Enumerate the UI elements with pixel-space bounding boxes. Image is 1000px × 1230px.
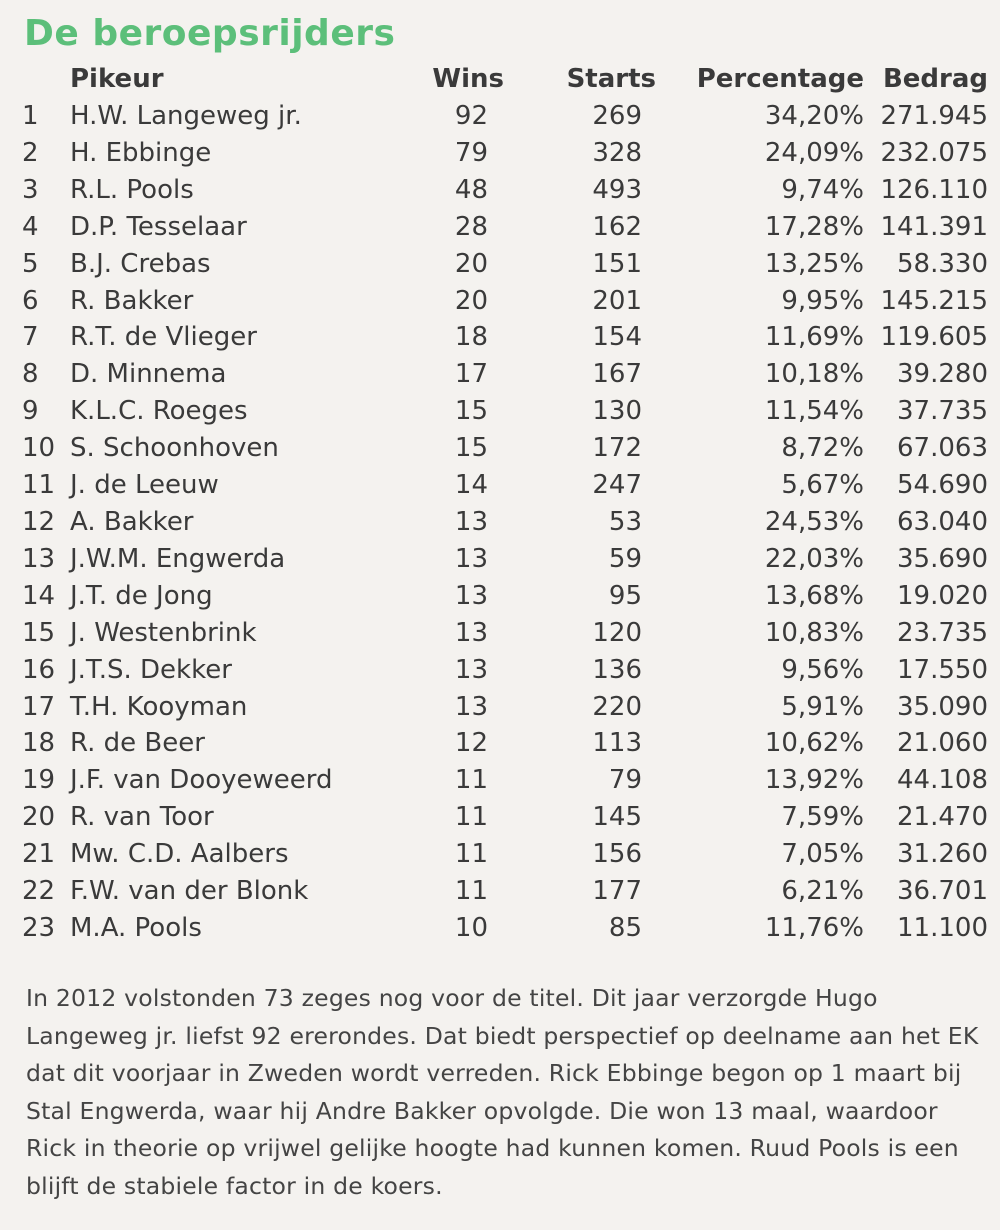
cell-wins: 12	[454, 728, 488, 759]
cell-rank: 15	[22, 617, 56, 648]
cell-amount: 17.550	[897, 654, 988, 685]
cell-percentage: 11,76%	[764, 912, 864, 943]
cell-wins: 17	[454, 359, 488, 390]
cell-wins: 79	[454, 137, 488, 168]
cell-rank: 11	[22, 470, 56, 501]
cell-rank: 19	[22, 765, 56, 796]
cell-name: K.L.C. Roeges	[70, 396, 248, 427]
cell-wins: 13	[454, 506, 488, 537]
cell-wins: 92	[454, 101, 488, 131]
cell-amount: 67.063	[897, 433, 988, 464]
cell-wins: 15	[454, 433, 488, 464]
cell-percentage: 10,62%	[764, 728, 864, 759]
section-title: De beroepsrijders	[24, 13, 396, 54]
header-wins: Wins	[432, 64, 504, 94]
cell-starts: 95	[608, 580, 642, 611]
cell-starts: 154	[592, 322, 642, 353]
table-row	[16, 873, 988, 910]
cell-rank: 4	[22, 211, 39, 242]
cell-name: B.J. Crebas	[70, 248, 211, 279]
table-row	[16, 652, 988, 689]
cell-rank: 2	[22, 137, 39, 168]
article-paragraph: In 2012 volstonden 73 zeges nog voor de titel. Dit jaar verzorgde Hugo Langeweg jr. liefst 92 ererondes. Dat biedt perspectief op deelname aan het EK dat dit voorjaar in Zweden wordt verreden. Rick Ebbinge begon op 1 maart bij Stal Engwerda, waar hij Andre Bakker opvolgde. Die won 13 maal, waardoor Rick in theorie op vrijwel gelijke hoogte had kunnen komen. Ruud Pools is een blijft de stabiele factor in de koers.	[26, 984, 979, 1200]
cell-wins: 15	[454, 396, 488, 427]
cell-starts: 53	[608, 506, 642, 537]
header-name: Pikeur	[70, 64, 164, 94]
cell-amount: 11.100	[897, 912, 988, 943]
table-row	[16, 319, 988, 356]
cell-percentage: 5,91%	[781, 691, 864, 722]
cell-percentage: 9,74%	[781, 174, 864, 205]
cell-wins: 13	[454, 580, 488, 611]
cell-percentage: 10,18%	[764, 359, 864, 390]
cell-amount: 31.260	[897, 839, 988, 870]
cell-amount: 21.470	[897, 802, 988, 833]
cell-starts: 120	[592, 617, 642, 648]
table-row	[16, 504, 988, 541]
cell-wins: 13	[454, 691, 488, 722]
cell-rank: 21	[22, 839, 56, 870]
cell-amount: 19.020	[897, 580, 988, 611]
cell-name: A. Bakker	[70, 506, 194, 537]
cell-name: J. de Leeuw	[70, 470, 219, 501]
table-row	[16, 209, 988, 246]
cell-name: J.T. de Jong	[70, 580, 213, 611]
cell-percentage: 10,83%	[764, 617, 864, 648]
cell-name: D. Minnema	[70, 359, 227, 390]
cell-starts: 59	[608, 543, 642, 574]
cell-name: R. de Beer	[70, 728, 205, 759]
cell-starts: 79	[608, 765, 642, 796]
cell-starts: 201	[592, 285, 642, 316]
table-row	[16, 799, 988, 836]
cell-name: M.A. Pools	[70, 912, 202, 943]
table-row	[16, 98, 988, 135]
cell-starts: 130	[592, 396, 642, 427]
cell-wins: 14	[454, 470, 488, 501]
cell-wins: 13	[454, 654, 488, 685]
table-row	[16, 172, 988, 209]
cell-amount: 35.090	[897, 691, 988, 722]
cell-rank: 13	[22, 543, 56, 574]
cell-rank: 14	[22, 580, 56, 611]
cell-amount: 271.945	[880, 101, 988, 131]
cell-amount: 37.735	[897, 396, 988, 427]
cell-name: Mw. C.D. Aalbers	[70, 839, 289, 870]
cell-wins: 18	[454, 322, 488, 353]
cell-percentage: 6,21%	[781, 876, 864, 907]
cell-percentage: 13,92%	[764, 765, 864, 796]
cell-wins: 10	[454, 912, 488, 943]
cell-rank: 17	[22, 691, 56, 722]
header-rank	[16, 60, 70, 98]
table-row	[16, 725, 988, 762]
cell-name: H. Ebbinge	[70, 137, 212, 168]
cell-name: H.W. Langeweg jr.	[70, 101, 302, 131]
cell-rank: 3	[22, 174, 39, 205]
cell-name: T.H. Kooyman	[70, 691, 248, 722]
cell-name: R. van Toor	[70, 802, 214, 833]
cell-wins: 11	[454, 876, 488, 907]
cell-amount: 23.735	[897, 617, 988, 648]
cell-rank: 5	[22, 248, 39, 279]
cell-percentage: 13,68%	[764, 580, 864, 611]
cell-rank: 6	[22, 285, 39, 316]
cell-starts: 151	[592, 248, 642, 279]
table-row	[16, 910, 988, 947]
cell-percentage: 34,20%	[764, 101, 864, 131]
cell-amount: 21.060	[897, 728, 988, 759]
cell-wins: 11	[454, 765, 488, 796]
cell-percentage: 17,28%	[764, 211, 864, 242]
cell-starts: 493	[592, 174, 642, 205]
table-row	[16, 615, 988, 652]
cell-starts: 145	[592, 802, 642, 833]
header-percentage: Percentage	[696, 64, 864, 94]
table-row	[16, 689, 988, 726]
cell-starts: 113	[592, 728, 642, 759]
cell-amount: 141.391	[880, 211, 988, 242]
cell-wins: 13	[454, 543, 488, 574]
table-row	[16, 393, 988, 430]
cell-name: J.W.M. Engwerda	[70, 543, 286, 574]
cell-starts: 167	[592, 359, 642, 390]
cell-wins: 28	[454, 211, 488, 242]
cell-starts: 172	[592, 433, 642, 464]
cell-percentage: 8,72%	[781, 433, 864, 464]
table-row	[16, 836, 988, 873]
cell-amount: 145.215	[880, 285, 988, 316]
cell-wins: 11	[454, 802, 488, 833]
cell-amount: 126.110	[880, 174, 988, 205]
cell-starts: 247	[592, 470, 642, 501]
cell-percentage: 7,05%	[781, 839, 864, 870]
cell-amount: 54.690	[897, 470, 988, 501]
cell-wins: 13	[454, 617, 488, 648]
cell-wins: 20	[454, 285, 488, 316]
cell-rank: 12	[22, 506, 56, 537]
cell-wins: 11	[454, 839, 488, 870]
cell-percentage: 13,25%	[764, 248, 864, 279]
riders-table	[16, 60, 988, 947]
cell-starts: 328	[592, 137, 642, 168]
cell-starts: 269	[592, 101, 642, 131]
table-row	[16, 246, 988, 283]
table-row	[16, 356, 988, 393]
cell-name: R.L. Pools	[70, 174, 194, 205]
cell-name: F.W. van der Blonk	[70, 876, 309, 907]
cell-name: J. Westenbrink	[70, 617, 257, 648]
cell-starts: 136	[592, 654, 642, 685]
cell-percentage: 24,09%	[764, 137, 864, 168]
table-row	[16, 467, 988, 504]
cell-starts: 85	[608, 912, 642, 943]
cell-amount: 119.605	[880, 322, 988, 353]
cell-percentage: 24,53%	[764, 506, 864, 537]
table-row	[16, 762, 988, 799]
table-header-row	[16, 60, 988, 98]
cell-wins: 20	[454, 248, 488, 279]
cell-starts: 220	[592, 691, 642, 722]
cell-name: S. Schoonhoven	[70, 433, 279, 464]
cell-starts: 162	[592, 211, 642, 242]
cell-rank: 23	[22, 912, 56, 943]
cell-percentage: 11,54%	[764, 396, 864, 427]
cell-rank: 18	[22, 728, 56, 759]
cell-amount: 35.690	[897, 543, 988, 574]
cell-percentage: 9,56%	[781, 654, 864, 685]
cell-percentage: 22,03%	[764, 543, 864, 574]
cell-amount: 63.040	[897, 506, 988, 537]
cell-name: D.P. Tesselaar	[70, 211, 247, 242]
cell-starts: 177	[592, 876, 642, 907]
cell-rank: 20	[22, 802, 56, 833]
cell-amount: 36.701	[897, 876, 988, 907]
cell-rank: 16	[22, 654, 56, 685]
cell-percentage: 11,69%	[764, 322, 864, 353]
cell-rank: 10	[22, 433, 56, 464]
cell-amount: 58.330	[897, 248, 988, 279]
cell-amount: 44.108	[897, 765, 988, 796]
table-row	[16, 541, 988, 578]
cell-amount: 39.280	[897, 359, 988, 390]
cell-rank: 22	[22, 876, 56, 907]
cell-wins: 48	[454, 174, 488, 205]
cell-name: R. Bakker	[70, 285, 194, 316]
header-starts: Starts	[566, 64, 656, 94]
cell-percentage: 7,59%	[781, 802, 864, 833]
table-row	[16, 430, 988, 467]
cell-starts: 156	[592, 839, 642, 870]
cell-name: R.T. de Vlieger	[70, 322, 257, 353]
cell-name: J.T.S. Dekker	[70, 654, 232, 685]
cell-percentage: 5,67%	[781, 470, 864, 501]
header-amount: Bedrag	[882, 64, 988, 94]
table-row	[16, 578, 988, 615]
cell-rank: 9	[22, 396, 39, 427]
table-body	[16, 98, 988, 947]
cell-percentage: 9,95%	[781, 285, 864, 316]
table-row	[16, 135, 988, 172]
cell-rank: 7	[22, 322, 39, 353]
cell-amount: 232.075	[880, 137, 988, 168]
cell-name: J.F. van Dooyeweerd	[70, 765, 333, 796]
table-row	[16, 283, 988, 320]
cell-rank: 1	[22, 101, 39, 131]
cell-rank: 8	[22, 359, 39, 390]
